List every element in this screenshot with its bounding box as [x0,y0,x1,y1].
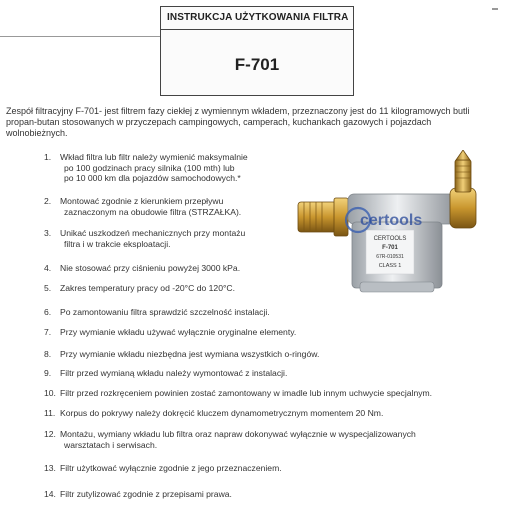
list-item-line: filtra i w trakcie eksploatacji. [64,238,171,249]
list-item-line: Montować zgodnie z kierunkiem przepływu [60,196,224,206]
product-class-label: CLASS 1 [378,263,402,269]
list-item-text [60,228,245,249]
list-item-line: zaznaczonym na obudowie filtra (STRZAŁKA). [64,206,242,217]
list-item-text [60,463,282,474]
list-item-text [60,489,232,500]
list-item-line: Filtr użytkować wyłącznie zgodnie z jego przeznaczeniem. [60,463,282,473]
list-item-number: 12. [44,429,56,439]
list-item-number: 4. [44,263,52,273]
list-item-line: po 100 godzinach pracy silnika (100 mth) lub [64,162,235,173]
list-item-line: Po zamontowaniu filtra sprawdzić szczelność instalacji. [60,307,270,317]
list-item-line: warsztatach i serwisach. [64,439,158,450]
title-divider [161,29,353,30]
list-item-line: Nie stosować przy ciśnieniu powyżej 3000 kPa. [60,263,241,273]
list-item-number: 13. [44,463,56,473]
product-brand-label: CERTOOLS [373,236,407,242]
model-number: F-701 [234,55,280,74]
list-item-number: 3. [44,228,52,238]
list-item-line: Zakres temperatury pracy od -20°C do 120°C. [60,283,236,293]
filter-illustration [290,150,490,300]
list-item-text [60,283,235,294]
top-divider [0,36,160,37]
list-item-line: Montażu, wymiany wkładu lub filtra oraz napraw dokonywać wyłącznie w wyspecjalizowanych [60,429,416,439]
list-item-line: Korpus do pokrywy należy dokręcić kluczem dynamometrycznym momentem 20 Nm. [60,408,384,418]
list-item-line: po 10 000 km dla pojazdów samochodowych.* [64,173,241,183]
document-title: INSTRUKCJA UŻYTKOWANIA FILTRA [167,12,349,23]
list-item-text [60,388,432,399]
list-item-line: Wkład filtra lub filtr należy wymienić maksymalnie [60,152,248,162]
list-item-number: 5. [44,283,52,293]
list-item-number: 6. [44,307,52,317]
list-item-line: Przy wymianie wkładu używać wyłącznie oryginalne elementy. [60,327,297,337]
list-item-number: 14. [44,489,56,499]
list-item-text [60,327,296,338]
watermark-text: certools [360,212,423,229]
title-box [160,6,354,96]
list-item-text [60,368,287,379]
list-item-line: Unikać uszkodzeń mechanicznych przy montażu [60,228,246,238]
list-item-text [60,429,416,450]
list-item-number: 10. [44,388,56,398]
list-item-text [60,196,241,217]
list-item-text [60,152,248,184]
list-item-line: Filtr przed rozkręceniem powinien zostać zamontowany w imadle lub innym uchwycie specjalnym. [60,388,433,398]
list-item-text [60,349,319,360]
list-item-text [60,263,240,274]
list-item-number: 8. [44,349,52,359]
list-item-number: 2. [44,196,52,206]
filter-product-photo [290,150,490,300]
list-item-number: 7. [44,327,52,337]
list-item-text [60,408,383,419]
corner-mark [492,8,498,10]
list-item-number: 1. [44,152,52,162]
list-item-line: Przy wymianie wkładu niezbędna jest wymiana wszystkich o-ringów. [60,349,320,359]
product-model-label: F-701 [382,245,398,251]
list-item-number: 9. [44,368,52,378]
product-code-label: 67R-010531 [376,254,404,260]
list-item-text [60,307,270,318]
intro-paragraph: Zespół filtracyjny F-701- jest filtrem fazy ciekłej z wymiennym wkładem, przeznaczony jest do 11 kilogramowych butli propan-butan stosowanych w przyczepach campingowych, camperach, kuchankach gazowych i pojazdach wolnobieżnych. [6,106,470,138]
list-item-number: 11. [44,408,56,418]
list-item-line: Filtr zutylizować zgodnie z przepisami prawa. [60,489,232,499]
list-item-line: Filtr przed wymianą wkładu należy wymontować z instalacji. [60,368,288,378]
